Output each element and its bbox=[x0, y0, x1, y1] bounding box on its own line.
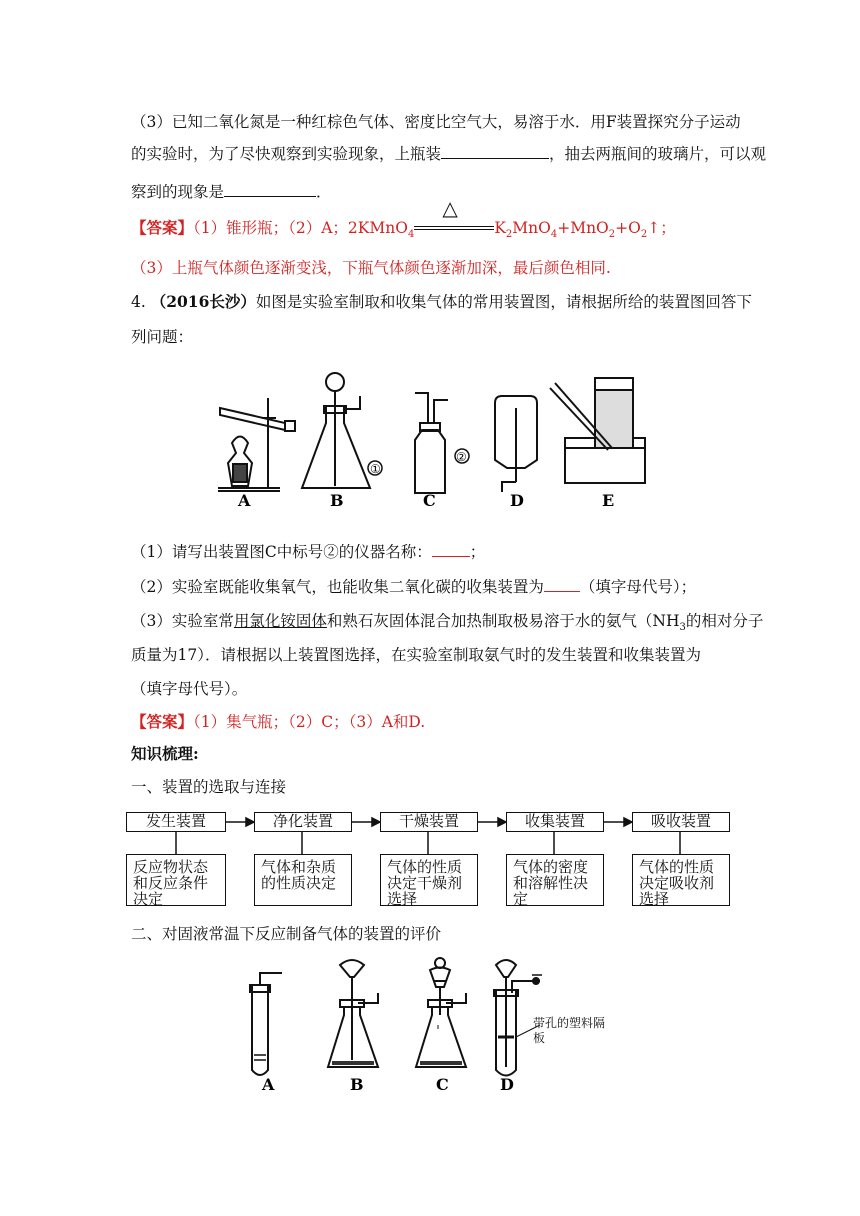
answer-text: +O bbox=[615, 219, 641, 237]
answer-label: 【答案】 bbox=[131, 218, 194, 237]
question-text: （3）实验室常 bbox=[131, 612, 234, 630]
q4-line-1 bbox=[131, 292, 752, 312]
apparatus-figure-1 bbox=[210, 368, 660, 508]
section-1-heading bbox=[131, 777, 286, 797]
subscript: 4 bbox=[407, 229, 415, 241]
section-heading-text: 二、对固液常温下反应制备气体的装置的评价 bbox=[131, 925, 442, 943]
reaction-condition bbox=[414, 196, 494, 238]
question-text: （1）请写出装置图C中标号②的仪器名称： bbox=[131, 543, 432, 561]
answer-1-line-2 bbox=[131, 258, 611, 278]
figure2-label-b: B bbox=[350, 1075, 364, 1094]
answer-text: +MnO bbox=[557, 219, 609, 237]
q3-text-2b: ，抽去两瓶间的玻璃片，可以观 bbox=[549, 145, 767, 163]
answer-text: ↑； bbox=[647, 219, 676, 237]
answer-2 bbox=[131, 712, 425, 732]
flow-box-generation: 发生装置 bbox=[126, 812, 226, 832]
answer-blank bbox=[432, 542, 470, 557]
question-text: （填字母代号）； bbox=[579, 578, 697, 596]
question-number: 4. bbox=[131, 293, 151, 311]
figure2-label-c: C bbox=[436, 1075, 449, 1094]
subscript: 2 bbox=[608, 229, 616, 241]
q3-line-1 bbox=[131, 112, 741, 132]
answer-text: K bbox=[494, 219, 506, 237]
figure-label-b: B bbox=[330, 491, 344, 508]
answer-blank bbox=[441, 144, 549, 159]
q4-part-1 bbox=[131, 542, 485, 562]
section-2-heading bbox=[131, 924, 441, 944]
section-title-text: 知识梳理: bbox=[131, 744, 199, 763]
question-text: 列问题： bbox=[131, 328, 194, 346]
mark-1: ① bbox=[370, 462, 381, 476]
figure-label-e: E bbox=[602, 491, 615, 508]
section-heading-text: 一、装置的选取与连接 bbox=[131, 778, 287, 796]
q4-part-3-line-2 bbox=[131, 645, 701, 665]
q4-part-3-line-3 bbox=[131, 679, 247, 699]
flow-desc-drying: 气体的性质决定干燥剂选择 bbox=[380, 854, 478, 906]
answer-text: （1）锥形瓶；（2）A；2KMnO bbox=[193, 219, 408, 237]
subscript: 3 bbox=[679, 622, 686, 634]
q3-text-2a: 的实验时，为了尽快观察到实验现象，上瓶装 bbox=[131, 145, 442, 163]
figure2-label-a: A bbox=[262, 1075, 275, 1094]
question-text: 的相对分子 bbox=[685, 612, 764, 630]
answer-text: MnO bbox=[512, 219, 551, 237]
question-source: （2016长沙） bbox=[150, 292, 256, 311]
flow-box-collection: 收集装置 bbox=[506, 812, 604, 832]
q3-line-3 bbox=[131, 182, 332, 202]
question-text: ； bbox=[469, 543, 486, 561]
flow-desc-purification: 气体和杂质的性质决定 bbox=[254, 854, 352, 906]
figure-label-c: C bbox=[423, 491, 436, 508]
flow-desc-collection: 气体的密度和溶解性决定 bbox=[506, 854, 604, 906]
question-text: 和熟石灰固体混合加热制取极易溶于水的氨气（NH bbox=[326, 612, 680, 630]
question-text: 如图是实验室制取和收集气体的常用装置图，请根据所给的装置图回答下 bbox=[255, 293, 752, 311]
question-text: （2）实验室既能收集氧气，也能收集二氧化碳的收集装置为 bbox=[131, 578, 544, 596]
answer-text: （3）上瓶气体颜色逐渐变浅，下瓶气体颜色逐渐加深，最后颜色相同. bbox=[131, 259, 611, 277]
answer-label: 【答案】 bbox=[131, 712, 194, 731]
q4-line-2 bbox=[131, 327, 193, 347]
q4-part-3-line-1 bbox=[131, 611, 764, 634]
underlined-text: 用氯化铵固体 bbox=[233, 612, 327, 630]
answer-blank bbox=[224, 182, 316, 197]
figure-label-d: D bbox=[510, 491, 524, 508]
flow-box-drying: 干燥装置 bbox=[380, 812, 478, 832]
q3-text: （3）已知二氧化氮是一种红棕色气体、密度比空气大，易溶于水．用F装置探究分子运动 bbox=[131, 113, 741, 131]
q4-part-2 bbox=[131, 577, 696, 597]
subscript: 2 bbox=[505, 229, 513, 241]
answer-text: （1）集气瓶；（2）C；（3）A和D. bbox=[193, 713, 426, 731]
figure-label-a: A bbox=[238, 491, 251, 508]
q3-text-3a: 察到的现象是 bbox=[131, 183, 225, 201]
question-text: （填字母代号）。 bbox=[131, 680, 248, 698]
question-text: 质量为17）．请根据以上装置图选择，在实验室制取氨气时的发生装置和收集装置为 bbox=[131, 646, 701, 664]
flow-diagram bbox=[126, 812, 730, 907]
answer-1-line-1 bbox=[131, 196, 676, 241]
flow-desc-generation: 反应物状态和反应条件决定 bbox=[126, 854, 226, 906]
subscript: 2 bbox=[640, 229, 648, 241]
q3-text-3b: ． bbox=[316, 183, 332, 201]
q3-line-2 bbox=[131, 144, 766, 164]
plate-note: 带孔的塑料隔板 bbox=[533, 1016, 606, 1045]
mark-2: ② bbox=[456, 450, 467, 464]
flow-box-purification: 净化装置 bbox=[254, 812, 352, 832]
heating-symbol: △ bbox=[442, 196, 458, 220]
answer-blank bbox=[544, 577, 580, 592]
flow-box-absorption: 吸收装置 bbox=[632, 812, 730, 832]
flow-desc-absorption: 气体的性质决定吸收剂选择 bbox=[632, 854, 730, 906]
section-title bbox=[131, 744, 199, 764]
subscript: 4 bbox=[550, 229, 558, 241]
figure2-label-d: D bbox=[500, 1075, 514, 1094]
